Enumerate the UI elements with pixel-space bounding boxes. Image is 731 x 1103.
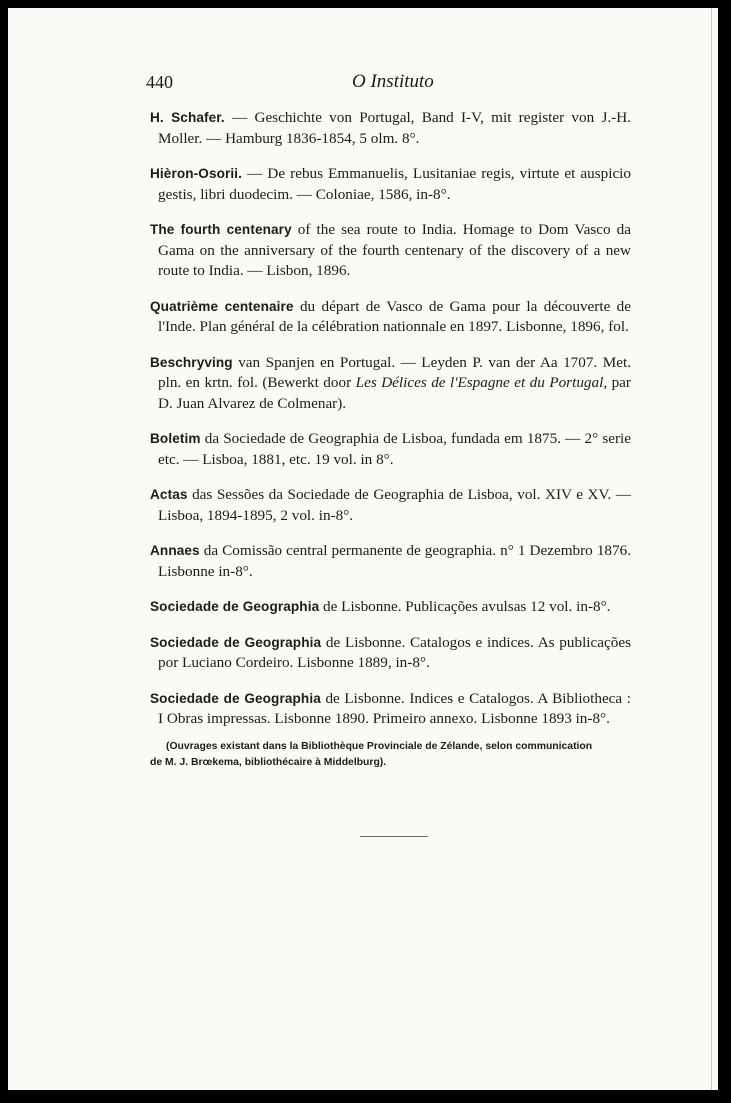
bibliography-entry [150, 108, 631, 149]
entry-heading: Sociedade de Geographia [150, 690, 321, 706]
source-note-line-1: (Ouvrages existant dans la Bibliothèque Provinciale de Zélande, selon communication [166, 740, 593, 752]
entry-text: du départ de Vasco de Gama pour la découverte de l'Inde. Plan général de la célébration nationnale en 1897. Lisbonne, 1896, fol. [158, 297, 631, 335]
entry-text: van Spanjen en Portugal. — Leyden P. van der Aa 1707. Met. pln. en krtn. fol. (Bewerkt door [158, 353, 631, 391]
entry-italic-title: Les Délices de l'Espagne et du Portugal, [355, 374, 608, 391]
bibliography-entry [150, 297, 631, 338]
entry-text: — Geschichte von Portugal, Band I-V, mit register von J.-H. Moller. — Hamburg 1836-1854, 5 olm. 8°. [158, 109, 631, 147]
bibliography-entry [150, 689, 631, 730]
entry-heading: H. Schafer. [150, 110, 225, 125]
page-number: 440 [146, 72, 173, 92]
bibliography-entry [150, 353, 631, 415]
bibliography-entry [150, 429, 631, 470]
page-header [8, 68, 718, 98]
entry-text: of the sea route to India. Homage to Dom Vasco da Gama on the anniversary of the fourth centenary of the discovery of a new route to India. — Lisbon, 1896. [158, 221, 631, 279]
bibliography-entry [150, 164, 631, 205]
entry-heading: Actas [150, 487, 188, 502]
bibliography-entry [150, 597, 631, 618]
entry-heading: The fourth centenary [150, 222, 292, 237]
entry-heading: Beschryving [150, 354, 233, 370]
page-edge-line [711, 8, 712, 1090]
entry-heading: Sociedade de Geographia [150, 634, 322, 650]
entry-text: de Lisbonne. Publicações avulsas 12 vol. in-8°. [319, 598, 611, 615]
document-page [8, 8, 718, 1090]
entry-text: de Lisbonne. Catalogos e indices. As publicações por Luciano Cordeiro. Lisbonne 1889, in-8°. [158, 633, 631, 671]
end-rule-divider [360, 836, 428, 837]
bibliography-entry [150, 633, 631, 674]
running-title: O Instituto [352, 71, 434, 92]
entry-text: de Lisbonne. Indices e Catalogos. A Bibliotheca : I Obras impressas. Lisbonne 1890. Primeiro annexo. Lisbonne 1893 in-8°. [158, 689, 631, 727]
entry-heading: Sociedade de Geographia [150, 599, 320, 614]
bibliography-list [150, 108, 631, 781]
entry-text: da Comissão central permanente de geographia. n° 1 Dezembro 1876. Lisbonne in-8°. [158, 542, 631, 580]
source-note-line-2: de M. J. Brœkema, bibliothécaire à Middelburg). [150, 756, 387, 768]
entry-text: par D. Juan Alvarez de Colmenar). [158, 374, 631, 412]
source-note [150, 739, 631, 771]
entry-text: da Sociedade de Geographia de Lisboa, fundada em 1875. — 2° serie etc. — Lisboa, 1881, etc. 19 vol. in 8°. [158, 430, 631, 468]
entry-heading: Hièron-Osorii. [150, 166, 243, 181]
entry-heading: Annaes [150, 543, 200, 558]
entry-text: — De rebus Emmanuelis, Lusitaniae regis, virtute et auspicio gestis, libri duodecim. — Coloniae, 1586, in-8°. [158, 165, 631, 203]
entry-heading: Boletim [150, 431, 201, 446]
bibliography-entry [150, 541, 631, 582]
bibliography-entry [150, 220, 631, 282]
entry-text: das Sessões da Sociedade de Geographia de Lisboa, vol. XIV e XV. — Lisboa, 1894-1895, 2 vol. in-8°. [158, 486, 631, 524]
bibliography-entry [150, 485, 631, 526]
entry-heading: Quatrième centenaire [150, 298, 294, 314]
